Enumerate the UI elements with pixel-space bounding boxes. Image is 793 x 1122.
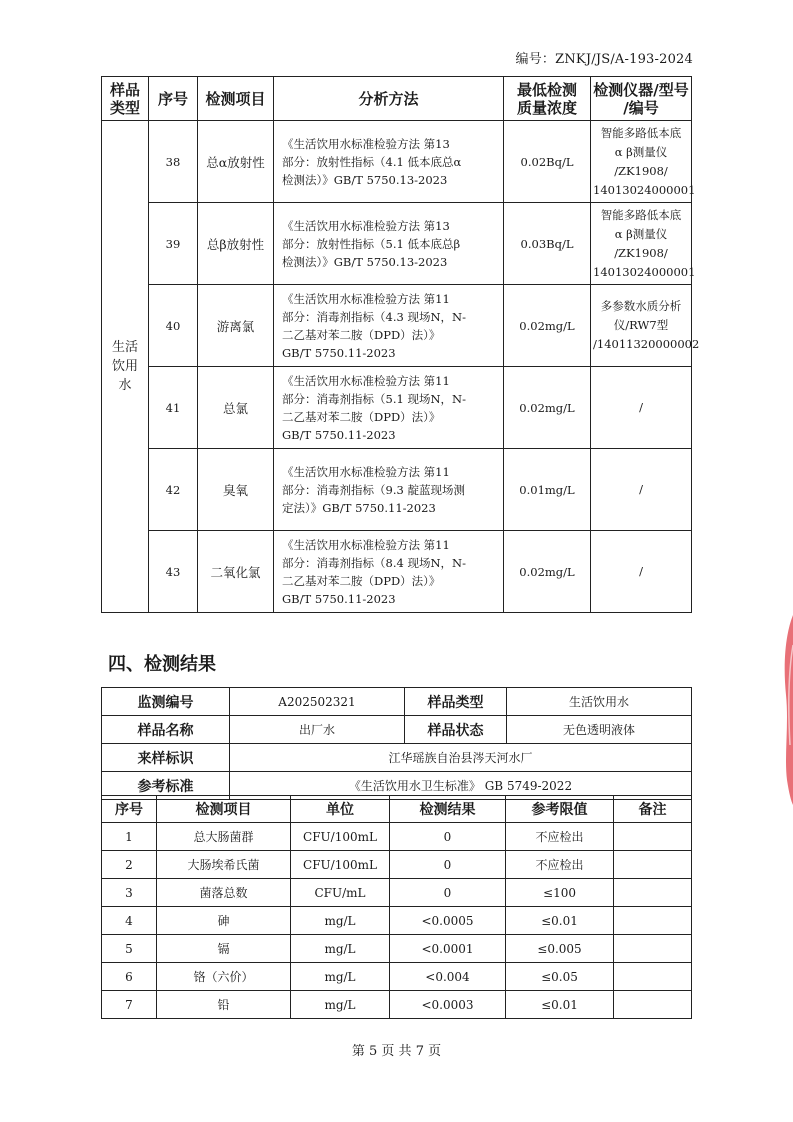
seq-cell: 3 xyxy=(102,879,157,907)
method-cell: 《生活饮用水标准检验方法 第13 部分：放射性指标（5.1 低本底总β 检测法）》GB/T 5750.13-2023 xyxy=(274,203,504,285)
item-cell: 铅 xyxy=(157,991,291,1019)
header-seq: 序号 xyxy=(102,796,157,823)
table-row xyxy=(102,449,692,531)
results-header-row xyxy=(102,796,692,823)
unit-cell: CFU/mL xyxy=(291,879,390,907)
item-cell: 总β放射性 xyxy=(198,203,274,285)
header-limit: 参考限值 xyxy=(506,796,614,823)
seq-cell: 39 xyxy=(149,203,198,285)
header-result: 检测结果 xyxy=(390,796,506,823)
note-cell xyxy=(614,963,692,991)
item-cell: 镉 xyxy=(157,935,291,963)
result-cell: 0 xyxy=(390,879,506,907)
seq-cell: 1 xyxy=(102,823,157,851)
item-cell: 二氧化氯 xyxy=(198,531,274,613)
unit-cell: mg/L xyxy=(291,963,390,991)
header-sample-type: 样品 类型 xyxy=(102,77,149,121)
item-cell: 臭氧 xyxy=(198,449,274,531)
seq-cell: 42 xyxy=(149,449,198,531)
item-cell: 总大肠菌群 xyxy=(157,823,291,851)
info-row xyxy=(102,716,692,744)
results-table xyxy=(101,795,692,1019)
seal-stamp-edge xyxy=(781,615,793,805)
instrument-cell: 智能多路低本底 α β测量仪 /ZK1908/ 14013024000001 xyxy=(591,203,692,285)
sample-type-cell: 生活 饮用 水 xyxy=(102,121,149,613)
monitor-no-value: A202502321 xyxy=(230,688,405,716)
note-cell xyxy=(614,991,692,1019)
seq-cell: 5 xyxy=(102,935,157,963)
note-cell xyxy=(614,823,692,851)
note-cell xyxy=(614,851,692,879)
source-value: 江华瑶族自治县涔天河水厂 xyxy=(230,744,692,772)
item-cell: 菌落总数 xyxy=(157,879,291,907)
header-note: 备注 xyxy=(614,796,692,823)
table-row xyxy=(102,203,692,285)
limit-cell: ≤0.005 xyxy=(506,935,614,963)
header-min-conc: 最低检测 质量浓度 xyxy=(504,77,591,121)
instrument-cell: / xyxy=(591,531,692,613)
unit-cell: CFU/100mL xyxy=(291,851,390,879)
table-row xyxy=(102,879,692,907)
document-number: 编号：ZNKJ/JS/A-193-2024 xyxy=(515,52,693,67)
table-row xyxy=(102,991,692,1019)
method-cell: 《生活饮用水标准检验方法 第13 部分：放射性指标（4.1 低本底总α 检测法）》GB/T 5750.13-2023 xyxy=(274,121,504,203)
min-conc-cell: 0.01mg/L xyxy=(504,449,591,531)
result-cell: <0.0005 xyxy=(390,907,506,935)
table-row xyxy=(102,285,692,367)
seq-cell: 38 xyxy=(149,121,198,203)
table-row xyxy=(102,963,692,991)
sample-state-label: 样品状态 xyxy=(405,716,507,744)
header-item: 检测项目 xyxy=(198,77,274,121)
unit-cell: CFU/100mL xyxy=(291,823,390,851)
seq-cell: 4 xyxy=(102,907,157,935)
section-title: 四、检测结果 xyxy=(108,654,216,675)
limit-cell: ≤100 xyxy=(506,879,614,907)
min-conc-cell: 0.02mg/L xyxy=(504,367,591,449)
header-item: 检测项目 xyxy=(157,796,291,823)
method-cell: 《生活饮用水标准检验方法 第11 部分：消毒剂指标（9.3 靛蓝现场测 定法）》GB/T 5750.11-2023 xyxy=(274,449,504,531)
min-conc-cell: 0.02mg/L xyxy=(504,531,591,613)
min-conc-cell: 0.02mg/L xyxy=(504,285,591,367)
unit-cell: mg/L xyxy=(291,991,390,1019)
seq-cell: 7 xyxy=(102,991,157,1019)
note-cell xyxy=(614,935,692,963)
unit-cell: mg/L xyxy=(291,935,390,963)
methods-header-row xyxy=(102,77,692,121)
min-conc-cell: 0.03Bq/L xyxy=(504,203,591,285)
result-cell: 0 xyxy=(390,851,506,879)
methods-table xyxy=(101,76,700,613)
table-row xyxy=(102,367,692,449)
seq-cell: 6 xyxy=(102,963,157,991)
sample-info-table xyxy=(101,687,692,800)
item-cell: 砷 xyxy=(157,907,291,935)
unit-cell: mg/L xyxy=(291,907,390,935)
method-cell: 《生活饮用水标准检验方法 第11 部分：消毒剂指标（5.1 现场N，N- 二乙基对苯二胺（DPD）法）》 GB/T 5750.11-2023 xyxy=(274,367,504,449)
instrument-cell: / xyxy=(591,449,692,531)
table-row xyxy=(102,851,692,879)
table-row xyxy=(102,907,692,935)
min-conc-cell: 0.02Bq/L xyxy=(504,121,591,203)
table-row xyxy=(102,121,692,203)
limit-cell: 不应检出 xyxy=(506,851,614,879)
item-cell: 总氯 xyxy=(198,367,274,449)
note-cell xyxy=(614,879,692,907)
note-cell xyxy=(614,907,692,935)
standard-label: 参考标准 xyxy=(102,772,230,800)
result-cell: <0.0003 xyxy=(390,991,506,1019)
instrument-cell: 多参数水质分析 仪/RW7型 /14011320000002 xyxy=(591,285,692,367)
sample-type-value: 生活饮用水 xyxy=(507,688,692,716)
source-label: 来样标识 xyxy=(102,744,230,772)
seq-cell: 41 xyxy=(149,367,198,449)
result-cell: <0.004 xyxy=(390,963,506,991)
seq-cell: 2 xyxy=(102,851,157,879)
sample-state-value: 无色透明液体 xyxy=(507,716,692,744)
header-unit: 单位 xyxy=(291,796,390,823)
limit-cell: ≤0.01 xyxy=(506,991,614,1019)
seq-cell: 43 xyxy=(149,531,198,613)
item-cell: 游离氯 xyxy=(198,285,274,367)
monitor-no-label: 监测编号 xyxy=(102,688,230,716)
limit-cell: ≤0.05 xyxy=(506,963,614,991)
result-cell: <0.0001 xyxy=(390,935,506,963)
item-cell: 大肠埃希氏菌 xyxy=(157,851,291,879)
header-instrument: 检测仪器/型号 /编号 xyxy=(591,77,692,121)
sample-type-label: 样品类型 xyxy=(405,688,507,716)
table-row xyxy=(102,531,692,613)
item-cell: 总α放射性 xyxy=(198,121,274,203)
table-row xyxy=(102,823,692,851)
method-cell: 《生活饮用水标准检验方法 第11 部分：消毒剂指标（8.4 现场N，N- 二乙基对苯二胺（DPD）法）》 GB/T 5750.11-2023 xyxy=(274,531,504,613)
instrument-cell: / xyxy=(591,367,692,449)
page-footer: 第 5 页 共 7 页 xyxy=(351,1044,442,1059)
sample-name-value: 出厂水 xyxy=(230,716,405,744)
limit-cell: 不应检出 xyxy=(506,823,614,851)
header-seq: 序号 xyxy=(149,77,198,121)
standard-value: 《生活饮用水卫生标准》 GB 5749-2022 xyxy=(230,772,692,800)
result-cell: 0 xyxy=(390,823,506,851)
info-row xyxy=(102,744,692,772)
item-cell: 铬（六价） xyxy=(157,963,291,991)
header-method: 分析方法 xyxy=(274,77,504,121)
instrument-cell: 智能多路低本底 α β测量仪 /ZK1908/ 14013024000001 xyxy=(591,121,692,203)
sample-name-label: 样品名称 xyxy=(102,716,230,744)
info-row xyxy=(102,688,692,716)
method-cell: 《生活饮用水标准检验方法 第11 部分：消毒剂指标（4.3 现场N，N- 二乙基对苯二胺（DPD）法）》 GB/T 5750.11-2023 xyxy=(274,285,504,367)
table-row xyxy=(102,935,692,963)
seq-cell: 40 xyxy=(149,285,198,367)
limit-cell: ≤0.01 xyxy=(506,907,614,935)
